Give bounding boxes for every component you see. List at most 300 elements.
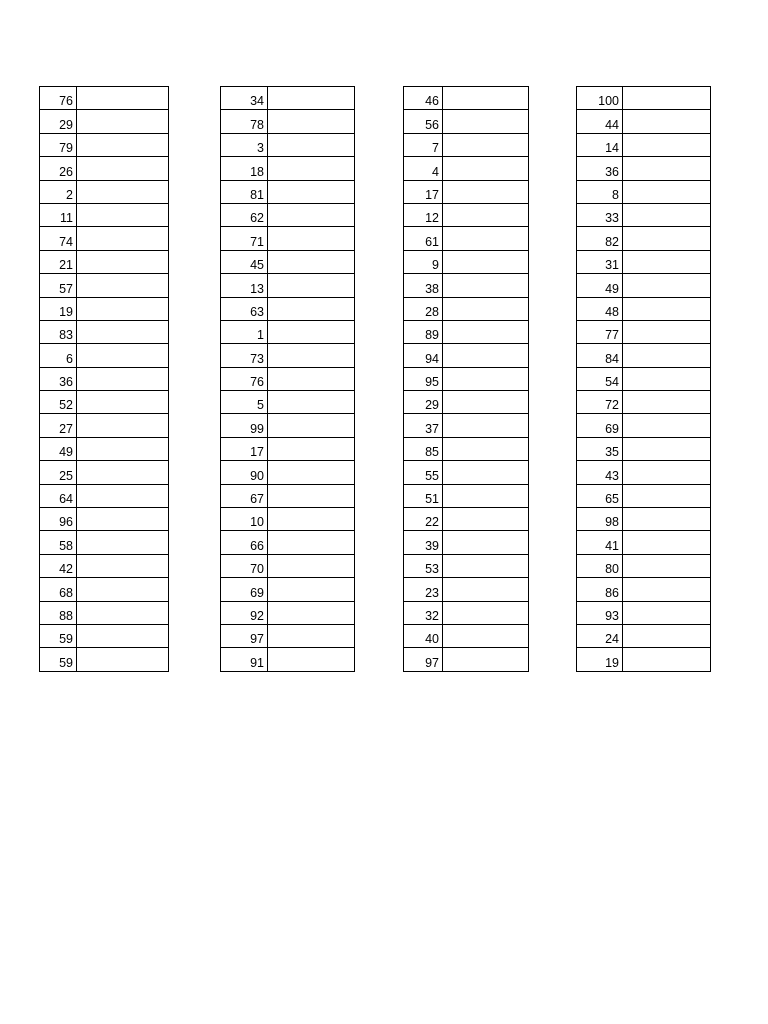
answer-cell[interactable] xyxy=(443,344,529,367)
number-cell: 24 xyxy=(577,624,623,647)
table-row xyxy=(221,437,355,460)
number-cell: 38 xyxy=(404,274,443,297)
answer-cell[interactable] xyxy=(77,110,169,133)
number-cell: 25 xyxy=(40,461,77,484)
answer-cell[interactable] xyxy=(623,203,711,226)
number-cell: 76 xyxy=(40,87,77,110)
number-cell: 83 xyxy=(40,320,77,343)
answer-cell[interactable] xyxy=(268,180,355,203)
answer-cell[interactable] xyxy=(443,601,529,624)
number-cell: 100 xyxy=(577,87,623,110)
number-cell: 13 xyxy=(221,274,268,297)
answer-cell[interactable] xyxy=(623,414,711,437)
number-cell: 66 xyxy=(221,531,268,554)
answer-cell[interactable] xyxy=(443,624,529,647)
table-row xyxy=(221,648,355,671)
answer-cell[interactable] xyxy=(443,554,529,577)
number-cell: 1 xyxy=(221,320,268,343)
number-cell: 64 xyxy=(40,484,77,507)
number-cell: 89 xyxy=(404,320,443,343)
number-cell: 17 xyxy=(221,437,268,460)
table-row xyxy=(404,110,529,133)
answer-cell[interactable] xyxy=(268,110,355,133)
answer-cell[interactable] xyxy=(443,157,529,180)
number-cell: 95 xyxy=(404,367,443,390)
number-cell: 77 xyxy=(577,320,623,343)
answer-cell[interactable] xyxy=(77,180,169,203)
answer-cell[interactable] xyxy=(77,297,169,320)
number-cell: 22 xyxy=(404,508,443,531)
number-cell: 56 xyxy=(404,110,443,133)
answer-cell[interactable] xyxy=(623,110,711,133)
number-cell: 49 xyxy=(577,274,623,297)
table-row xyxy=(40,180,169,203)
table-row xyxy=(40,531,169,554)
table-row xyxy=(577,203,711,226)
answer-cell[interactable] xyxy=(268,554,355,577)
table-row xyxy=(404,484,529,507)
answer-cell[interactable] xyxy=(77,320,169,343)
table-row xyxy=(404,344,529,367)
number-cell: 53 xyxy=(404,554,443,577)
table-row xyxy=(404,297,529,320)
answer-cell[interactable] xyxy=(77,624,169,647)
number-cell: 4 xyxy=(404,157,443,180)
answer-cell[interactable] xyxy=(268,274,355,297)
answer-cell[interactable] xyxy=(443,203,529,226)
table-row xyxy=(40,110,169,133)
table-row xyxy=(221,601,355,624)
table-row xyxy=(577,508,711,531)
number-cell: 45 xyxy=(221,250,268,273)
number-cell: 93 xyxy=(577,601,623,624)
number-cell: 62 xyxy=(221,203,268,226)
number-cell: 23 xyxy=(404,578,443,601)
answer-cell[interactable] xyxy=(77,367,169,390)
answer-cell[interactable] xyxy=(443,274,529,297)
table-row xyxy=(221,157,355,180)
number-cell: 44 xyxy=(577,110,623,133)
table-row xyxy=(577,227,711,250)
table-row xyxy=(404,320,529,343)
answer-cell[interactable] xyxy=(268,157,355,180)
answer-cell[interactable] xyxy=(623,648,711,671)
answer-cell[interactable] xyxy=(77,391,169,414)
answer-cell[interactable] xyxy=(268,87,355,110)
number-cell: 19 xyxy=(40,297,77,320)
number-cell: 84 xyxy=(577,344,623,367)
number-cell: 19 xyxy=(577,648,623,671)
number-cell: 94 xyxy=(404,344,443,367)
table-row xyxy=(404,87,529,110)
answer-cell[interactable] xyxy=(268,344,355,367)
number-cell: 72 xyxy=(577,391,623,414)
answer-cell[interactable] xyxy=(443,110,529,133)
table-row xyxy=(40,344,169,367)
table-row xyxy=(577,133,711,156)
table-row xyxy=(577,297,711,320)
number-cell: 96 xyxy=(40,508,77,531)
number-cell: 48 xyxy=(577,297,623,320)
number-table-1 xyxy=(39,86,169,672)
answer-cell[interactable] xyxy=(443,648,529,671)
answer-cell[interactable] xyxy=(623,87,711,110)
table-row xyxy=(221,344,355,367)
table-row xyxy=(577,414,711,437)
number-cell: 69 xyxy=(221,578,268,601)
answer-cell[interactable] xyxy=(623,554,711,577)
number-cell: 55 xyxy=(404,461,443,484)
number-cell: 29 xyxy=(40,110,77,133)
table-row xyxy=(404,391,529,414)
number-cell: 58 xyxy=(40,531,77,554)
answer-cell[interactable] xyxy=(623,157,711,180)
table-row xyxy=(404,624,529,647)
table-row xyxy=(40,227,169,250)
table-row xyxy=(577,531,711,554)
table-row xyxy=(221,133,355,156)
table-row xyxy=(577,624,711,647)
answer-cell[interactable] xyxy=(268,648,355,671)
table-row xyxy=(577,157,711,180)
table-row xyxy=(221,274,355,297)
number-cell: 99 xyxy=(221,414,268,437)
answer-cell[interactable] xyxy=(268,601,355,624)
number-cell: 80 xyxy=(577,554,623,577)
number-cell: 57 xyxy=(40,274,77,297)
answer-cell[interactable] xyxy=(443,484,529,507)
table-row xyxy=(221,508,355,531)
answer-cell[interactable] xyxy=(77,437,169,460)
answer-cell[interactable] xyxy=(268,414,355,437)
answer-cell[interactable] xyxy=(623,531,711,554)
answer-cell[interactable] xyxy=(443,508,529,531)
answer-cell[interactable] xyxy=(623,484,711,507)
table-row xyxy=(577,274,711,297)
table-row xyxy=(404,461,529,484)
answer-cell[interactable] xyxy=(623,227,711,250)
number-cell: 63 xyxy=(221,297,268,320)
table-row xyxy=(40,554,169,577)
number-cell: 69 xyxy=(577,414,623,437)
answer-cell[interactable] xyxy=(77,554,169,577)
table-row xyxy=(404,437,529,460)
table-row xyxy=(404,531,529,554)
table-row xyxy=(40,484,169,507)
table-row xyxy=(221,578,355,601)
answer-cell[interactable] xyxy=(623,297,711,320)
table-row xyxy=(577,110,711,133)
number-cell: 92 xyxy=(221,601,268,624)
answer-cell[interactable] xyxy=(77,461,169,484)
answer-cell[interactable] xyxy=(268,320,355,343)
number-cell: 51 xyxy=(404,484,443,507)
table-row xyxy=(404,203,529,226)
answer-cell[interactable] xyxy=(443,227,529,250)
number-cell: 12 xyxy=(404,203,443,226)
number-cell: 8 xyxy=(577,180,623,203)
number-cell: 9 xyxy=(404,250,443,273)
number-cell: 86 xyxy=(577,578,623,601)
number-cell: 70 xyxy=(221,554,268,577)
number-cell: 6 xyxy=(40,344,77,367)
number-cell: 85 xyxy=(404,437,443,460)
table-row xyxy=(40,297,169,320)
table-row xyxy=(404,508,529,531)
table-row xyxy=(404,157,529,180)
table-row xyxy=(221,531,355,554)
number-cell: 97 xyxy=(404,648,443,671)
number-cell: 37 xyxy=(404,414,443,437)
answer-cell[interactable] xyxy=(77,484,169,507)
answer-cell[interactable] xyxy=(623,320,711,343)
table-row xyxy=(577,320,711,343)
answer-cell[interactable] xyxy=(268,133,355,156)
answer-cell[interactable] xyxy=(77,87,169,110)
number-cell: 14 xyxy=(577,133,623,156)
number-cell: 21 xyxy=(40,250,77,273)
answer-cell[interactable] xyxy=(623,461,711,484)
answer-cell[interactable] xyxy=(443,367,529,390)
answer-cell[interactable] xyxy=(443,180,529,203)
number-cell: 31 xyxy=(577,250,623,273)
number-table-2 xyxy=(220,86,355,672)
table-row xyxy=(40,250,169,273)
number-cell: 2 xyxy=(40,180,77,203)
table-row xyxy=(40,578,169,601)
answer-cell[interactable] xyxy=(623,274,711,297)
number-cell: 26 xyxy=(40,157,77,180)
answer-cell[interactable] xyxy=(443,578,529,601)
answer-cell[interactable] xyxy=(443,414,529,437)
answer-cell[interactable] xyxy=(268,203,355,226)
table-row xyxy=(40,508,169,531)
number-cell: 28 xyxy=(404,297,443,320)
answer-cell[interactable] xyxy=(268,578,355,601)
answer-cell[interactable] xyxy=(77,531,169,554)
answer-cell[interactable] xyxy=(623,180,711,203)
table-row xyxy=(404,578,529,601)
number-cell: 40 xyxy=(404,624,443,647)
table-row xyxy=(577,367,711,390)
number-cell: 79 xyxy=(40,133,77,156)
table-row xyxy=(221,203,355,226)
answer-cell[interactable] xyxy=(268,250,355,273)
table-row xyxy=(577,601,711,624)
answer-cell[interactable] xyxy=(268,484,355,507)
number-cell: 88 xyxy=(40,601,77,624)
number-cell: 54 xyxy=(577,367,623,390)
table-row xyxy=(577,437,711,460)
answer-cell[interactable] xyxy=(443,320,529,343)
number-cell: 74 xyxy=(40,227,77,250)
answer-cell[interactable] xyxy=(77,648,169,671)
number-cell: 59 xyxy=(40,648,77,671)
answer-cell[interactable] xyxy=(443,87,529,110)
number-cell: 91 xyxy=(221,648,268,671)
number-cell: 27 xyxy=(40,414,77,437)
number-cell: 59 xyxy=(40,624,77,647)
answer-cell[interactable] xyxy=(443,531,529,554)
table-row xyxy=(221,227,355,250)
answer-cell[interactable] xyxy=(77,578,169,601)
answer-cell[interactable] xyxy=(268,437,355,460)
table-row xyxy=(40,648,169,671)
number-cell: 3 xyxy=(221,133,268,156)
table-row xyxy=(404,227,529,250)
number-cell: 78 xyxy=(221,110,268,133)
number-cell: 90 xyxy=(221,461,268,484)
answer-cell[interactable] xyxy=(443,133,529,156)
table-row xyxy=(404,133,529,156)
table-row xyxy=(221,320,355,343)
table-row xyxy=(40,203,169,226)
table-row xyxy=(577,578,711,601)
table-row xyxy=(221,250,355,273)
table-row xyxy=(577,554,711,577)
answer-cell[interactable] xyxy=(268,367,355,390)
table-row xyxy=(40,157,169,180)
number-cell: 29 xyxy=(404,391,443,414)
number-cell: 17 xyxy=(404,180,443,203)
number-cell: 98 xyxy=(577,508,623,531)
table-row xyxy=(577,648,711,671)
answer-cell[interactable] xyxy=(77,157,169,180)
table-row xyxy=(221,297,355,320)
number-cell: 52 xyxy=(40,391,77,414)
table-row xyxy=(221,180,355,203)
table-row xyxy=(40,367,169,390)
table-row xyxy=(221,87,355,110)
number-cell: 61 xyxy=(404,227,443,250)
table-row xyxy=(577,180,711,203)
answer-cell[interactable] xyxy=(623,391,711,414)
table-row xyxy=(40,87,169,110)
answer-cell[interactable] xyxy=(268,461,355,484)
table-row xyxy=(404,367,529,390)
answer-cell[interactable] xyxy=(77,414,169,437)
table-row xyxy=(40,624,169,647)
number-cell: 33 xyxy=(577,203,623,226)
answer-cell[interactable] xyxy=(623,437,711,460)
table-row xyxy=(221,624,355,647)
number-cell: 42 xyxy=(40,554,77,577)
table-row xyxy=(40,601,169,624)
table-row xyxy=(577,344,711,367)
table-row xyxy=(404,180,529,203)
table-row xyxy=(221,367,355,390)
answer-cell[interactable] xyxy=(77,274,169,297)
number-cell: 65 xyxy=(577,484,623,507)
answer-cell[interactable] xyxy=(268,297,355,320)
table-row xyxy=(404,414,529,437)
number-cell: 82 xyxy=(577,227,623,250)
answer-cell[interactable] xyxy=(623,508,711,531)
number-cell: 81 xyxy=(221,180,268,203)
answer-cell[interactable] xyxy=(443,437,529,460)
answer-cell[interactable] xyxy=(443,391,529,414)
table-row xyxy=(577,250,711,273)
table-row xyxy=(577,484,711,507)
table-row xyxy=(221,391,355,414)
table-row xyxy=(40,133,169,156)
table-row xyxy=(40,461,169,484)
table-row xyxy=(221,110,355,133)
answer-cell[interactable] xyxy=(268,624,355,647)
number-cell: 97 xyxy=(221,624,268,647)
answer-cell[interactable] xyxy=(77,344,169,367)
table-row xyxy=(40,320,169,343)
answer-cell[interactable] xyxy=(268,391,355,414)
table-row xyxy=(577,391,711,414)
table-row xyxy=(404,601,529,624)
number-cell: 67 xyxy=(221,484,268,507)
table-row xyxy=(221,414,355,437)
table-row xyxy=(221,484,355,507)
answer-cell[interactable] xyxy=(443,297,529,320)
table-row xyxy=(40,391,169,414)
answer-cell[interactable] xyxy=(623,250,711,273)
table-row xyxy=(404,648,529,671)
number-cell: 35 xyxy=(577,437,623,460)
number-cell: 18 xyxy=(221,157,268,180)
table-row xyxy=(404,274,529,297)
number-table-3 xyxy=(403,86,529,672)
table-row xyxy=(221,554,355,577)
answer-cell[interactable] xyxy=(77,227,169,250)
number-table-4 xyxy=(576,86,711,672)
number-cell: 36 xyxy=(577,157,623,180)
table-row xyxy=(40,274,169,297)
table-row xyxy=(577,461,711,484)
answer-cell[interactable] xyxy=(268,508,355,531)
table-row xyxy=(404,554,529,577)
number-cell: 49 xyxy=(40,437,77,460)
number-cell: 5 xyxy=(221,391,268,414)
number-cell: 73 xyxy=(221,344,268,367)
number-cell: 68 xyxy=(40,578,77,601)
table-row xyxy=(40,437,169,460)
answer-cell[interactable] xyxy=(443,250,529,273)
answer-cell[interactable] xyxy=(77,250,169,273)
answer-cell[interactable] xyxy=(623,344,711,367)
table-row xyxy=(404,250,529,273)
answer-cell[interactable] xyxy=(623,578,711,601)
answer-cell[interactable] xyxy=(623,367,711,390)
number-cell: 10 xyxy=(221,508,268,531)
number-cell: 76 xyxy=(221,367,268,390)
number-cell: 43 xyxy=(577,461,623,484)
number-cell: 32 xyxy=(404,601,443,624)
answer-cell[interactable] xyxy=(623,624,711,647)
number-cell: 34 xyxy=(221,87,268,110)
answer-cell[interactable] xyxy=(77,203,169,226)
answer-cell[interactable] xyxy=(77,601,169,624)
table-row xyxy=(221,461,355,484)
answer-cell[interactable] xyxy=(623,133,711,156)
answer-cell[interactable] xyxy=(77,508,169,531)
answer-cell[interactable] xyxy=(77,133,169,156)
answer-cell[interactable] xyxy=(268,227,355,250)
number-cell: 39 xyxy=(404,531,443,554)
answer-cell[interactable] xyxy=(443,461,529,484)
number-cell: 46 xyxy=(404,87,443,110)
number-cell: 36 xyxy=(40,367,77,390)
answer-cell[interactable] xyxy=(268,531,355,554)
table-row xyxy=(40,414,169,437)
number-cell: 71 xyxy=(221,227,268,250)
answer-cell[interactable] xyxy=(623,601,711,624)
